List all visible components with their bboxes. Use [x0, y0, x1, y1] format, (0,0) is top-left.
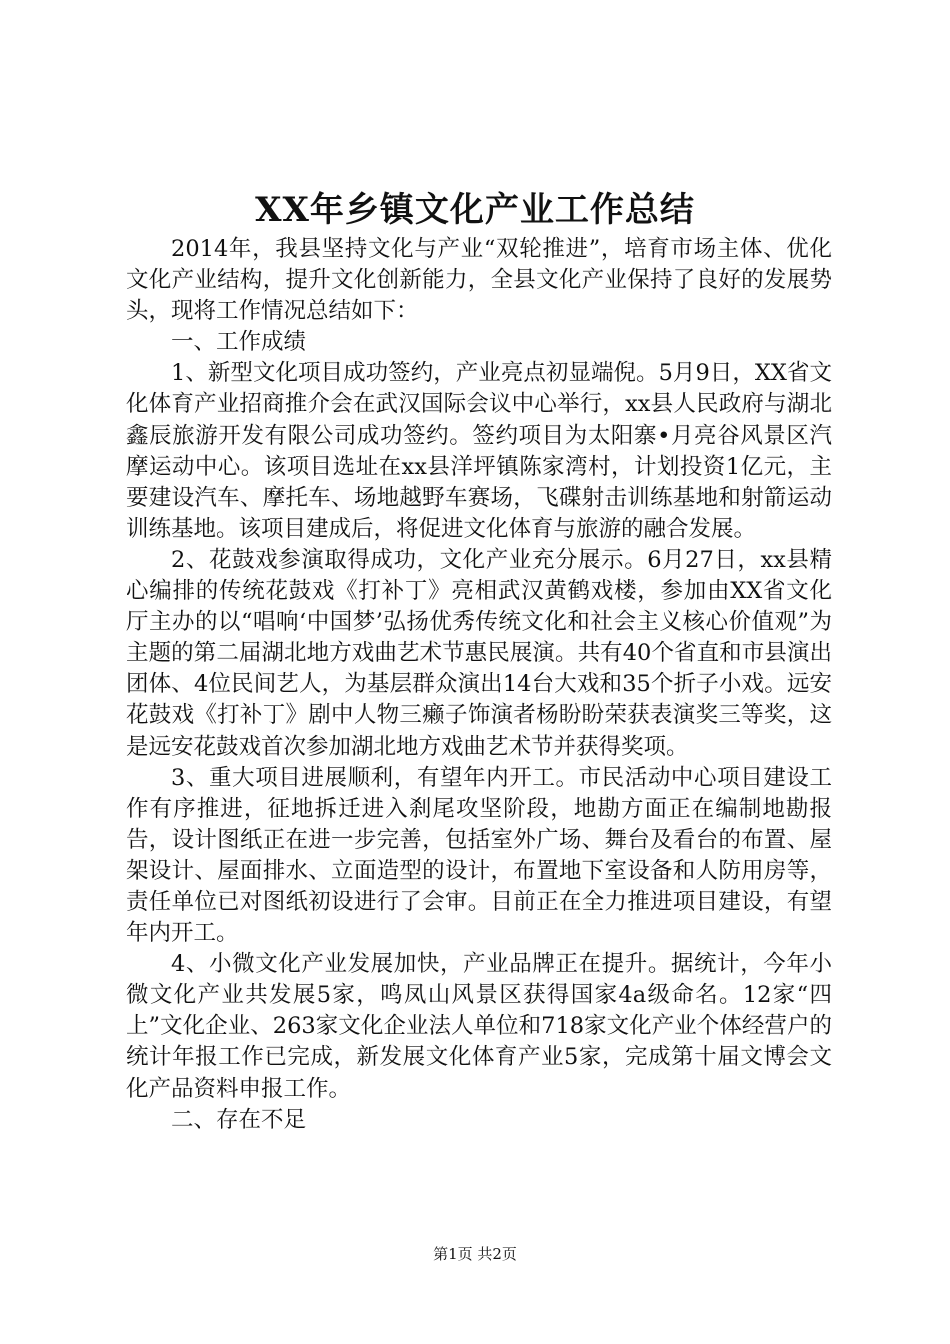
section-heading-shortcomings: 二、存在不足 [171, 1106, 307, 1133]
document-body [126, 234, 832, 1136]
paragraph-item-1: 1、新型文化项目成功签约，产业亮点初显端倪。5月9日，XX省文化体育产业招商推介会在武汉国际会议中心举行，xx县人民政府与湖北鑫辰旅游开发有限公司成功签约。签约项目为太阳寨•月亮谷风景区汽摩运动中心。该项目选址在xx县洋坪镇陈家湾村，计划投资1亿元，主要建设汽车、摩托车、场地越野车赛场，飞碟射击训练基地和射箭运动训练基地。该项目建成后，将促进文化体育与旅游的融合发展。 [126, 360, 832, 542]
intro-paragraph: 2014年，我县坚持文化与产业“双轮推进”，培育市场主体、优化文化产业结构，提升文化创新能力，全县文化产业保持了良好的发展势头，现将工作情况总结如下： [126, 236, 832, 325]
document-title: XX年乡镇文化产业工作总结 [255, 190, 695, 230]
section-heading-achievements: 一、工作成绩 [171, 329, 307, 356]
paragraph-item-3: 3、重大项目进展顺利，有望年内开工。市民活动中心项目建设工作有序推进，征地拆迁进入刹尾攻坚阶段，地勘方面正在编制地勘报告，设计图纸正在进一步完善，包括室外广场、舞台及看台的布置、屋架设计、屋面排水、立面造型的设计，布置地下室设备和人防用房等，责任单位已对图纸初设进行了会审。目前正在全力推进项目建设，有望年内开工。 [126, 764, 832, 947]
paragraph-item-4: 4、小微文化产业发展加快，产业品牌正在提升。据统计，今年小微文化产业共发展5家，鸣凤山风景区获得国家4a级命名。12家“四上”文化企业、263家文化企业法人单位和718家文化产业个体经营户的统计年报工作已完成，新发展文化体育产业5家，完成第十届文博会文化产品资料申报工作。 [126, 951, 832, 1102]
page-footer: 第1页 共2页 [433, 1245, 517, 1263]
paragraph-item-2: 2、花鼓戏参演取得成功，文化产业充分展示。6月27日，xx县精心编排的传统花鼓戏《打补丁》亮相武汉黄鹤戏楼，参加由XX省文化厅主办的以“唱响‘中国梦’弘扬优秀传统文化和社会主义核心价值观”为主题的第二届湖北地方戏曲艺术节惠民展演。共有40个省直和市县演出团体、4位民间艺人，为基层群众演出14台大戏和35个折子小戏。远安花鼓戏《打补丁》剧中人物三癞子饰演者杨盼盼荣获表演奖三等奖，这是远安花鼓戏首次参加湖北地方戏曲艺术节并获得奖项。 [126, 546, 832, 760]
